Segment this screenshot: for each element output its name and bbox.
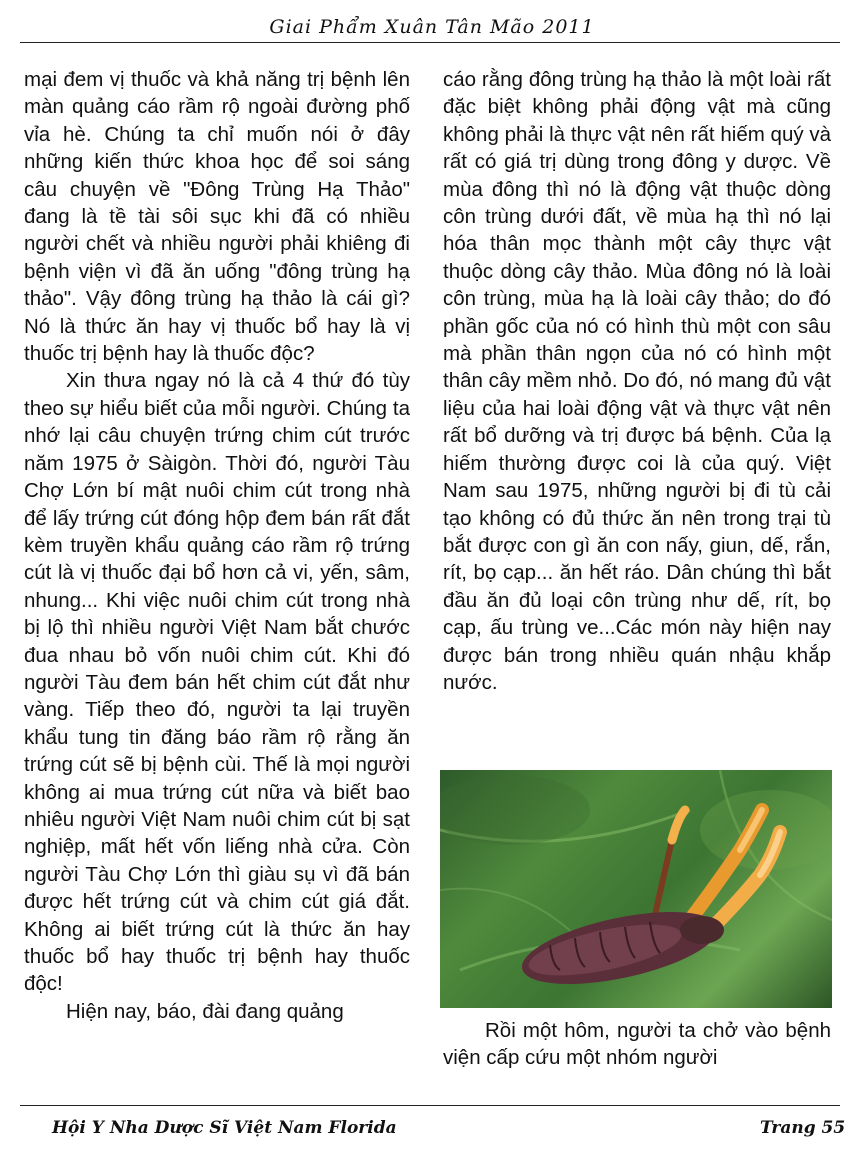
left-paragraph-1: mại đem vị thuốc và khả năng trị bệnh lên màn quảng cáo rầm rộ ngoài đường phố vỉa hè. Chúng ta chỉ muốn nói ở đây những kiến thức khoa học để soi sáng câu chuyện về "Đông Trùng Hạ Thảo" đang là tề tài sôi sục khi đã có nhiều người chết và nhiều người phải khiêng đi bệnh viện vì đã ăn uống "đông trùng hạ thảo". Vậy đông trùng hạ thảo là cái gì? Nó là thức ăn hay vị thuốc bổ hay là vị thuốc trị bệnh hay là thuốc độc?: [24, 68, 410, 366]
page-header-title: Giai Phẩm Xuân Tân Mão 2011: [269, 16, 595, 38]
left-paragraph-3: Hiện nay, báo, đài đang quảng: [66, 999, 344, 1023]
right-column-continued: [443, 1017, 831, 1072]
right-paragraph-after-photo: Rồi một hôm, người ta chở vào bệnh viện cấp cứu một nhóm người: [443, 1019, 831, 1070]
cordyceps-photo: [440, 770, 832, 1008]
cordyceps-illustration: [440, 770, 832, 1008]
footer-rule: [20, 1105, 840, 1106]
right-paragraph-1: cáo rằng đông trùng hạ thảo là một loài rất đặc biệt không phải động vật mà cũng không phải là thực vật nên rất hiếm quý và rất có giá trị dùng trong đông y dược. Về mùa đông thì nó là động vật thuộc dòng côn trùng dưới đất, về mùa hạ thì nó lại hóa thân mọc thành một cây thực vật thuộc dòng cây thảo. Mùa đông nó là loài côn trùng, mùa hạ là loài cây thảo; do đó phần gốc của nó có hình thù một con sâu mà phần thân ngọn của nó có hình một thân cây mềm nhỏ. Do đó, nó mang đủ vật liệu của hai loài động vật và thực vật nên rất bổ dưỡng và trị được bá bệnh. Của lạ hiếm thường được coi là của quý. Việt Nam sau 1975, những người bị đi tù cải tạo không có đủ thức ăn nên trong trại tù bắt được con gì ăn con nấy, giun, dế, rắn, rít, bọ cạp... ăn hết ráo. Dân chúng thì bắt đầu ăn đủ loại côn trùng như dế, rít, bọ cạp, ấu trùng ve...Các món này hiện nay được bán trong nhiều quán nhậu khắp nước.: [443, 68, 831, 694]
page-number: Trang 55: [760, 1118, 846, 1138]
left-paragraph-2: Xin thưa ngay nó là cả 4 thứ đó tùy theo sự hiểu biết của mỗi người. Chúng ta nhớ lại câu chuyện trứng chim cút trước năm 1975 ở Sàigòn. Thời đó, người Tàu Chợ Lớn bí mật nuôi chim cút trong nhà để lấy trứng cút đóng hộp đem bán rất đắt kèm truyền khẩu quảng cáo rầm rộ trứng cút là vị thuốc đại bổ hơn cả vi, yến, sâm, nhung... Khi việc nuôi chim cút trong nhà bị lộ thì nhiều người Việt Nam bắt chước đua nhau bỏ vốn nuôi chim cút. Khi đó người Tàu đem bán hết chim cút đắt như vàng. Tiếp theo đó, người ta lại truyền khẩu tung tin đăng báo rầm rộ rằng ăn trứng cút sẽ bị bệnh cùi. Thế là mọi người không ai mua trứng cút nữa và biết bao nhiêu người Việt Nam nuôi chim cút bị sạt nghiệp, mất hết vốn liếng nhà cửa. Còn người Tàu Chợ Lớn thì giàu sụ vì đã bán được hết trứng cút và chim cút giá đắt. Không ai biết trứng cút là thức ăn hay thuốc bổ hay thuốc trị bệnh hay thuốc độc!: [24, 369, 410, 996]
footer-organization: Hội Y Nha Dược Sĩ Việt Nam Florida: [52, 1118, 397, 1138]
right-column: [443, 66, 831, 696]
header-rule: [20, 42, 840, 43]
left-column: [24, 66, 410, 1025]
